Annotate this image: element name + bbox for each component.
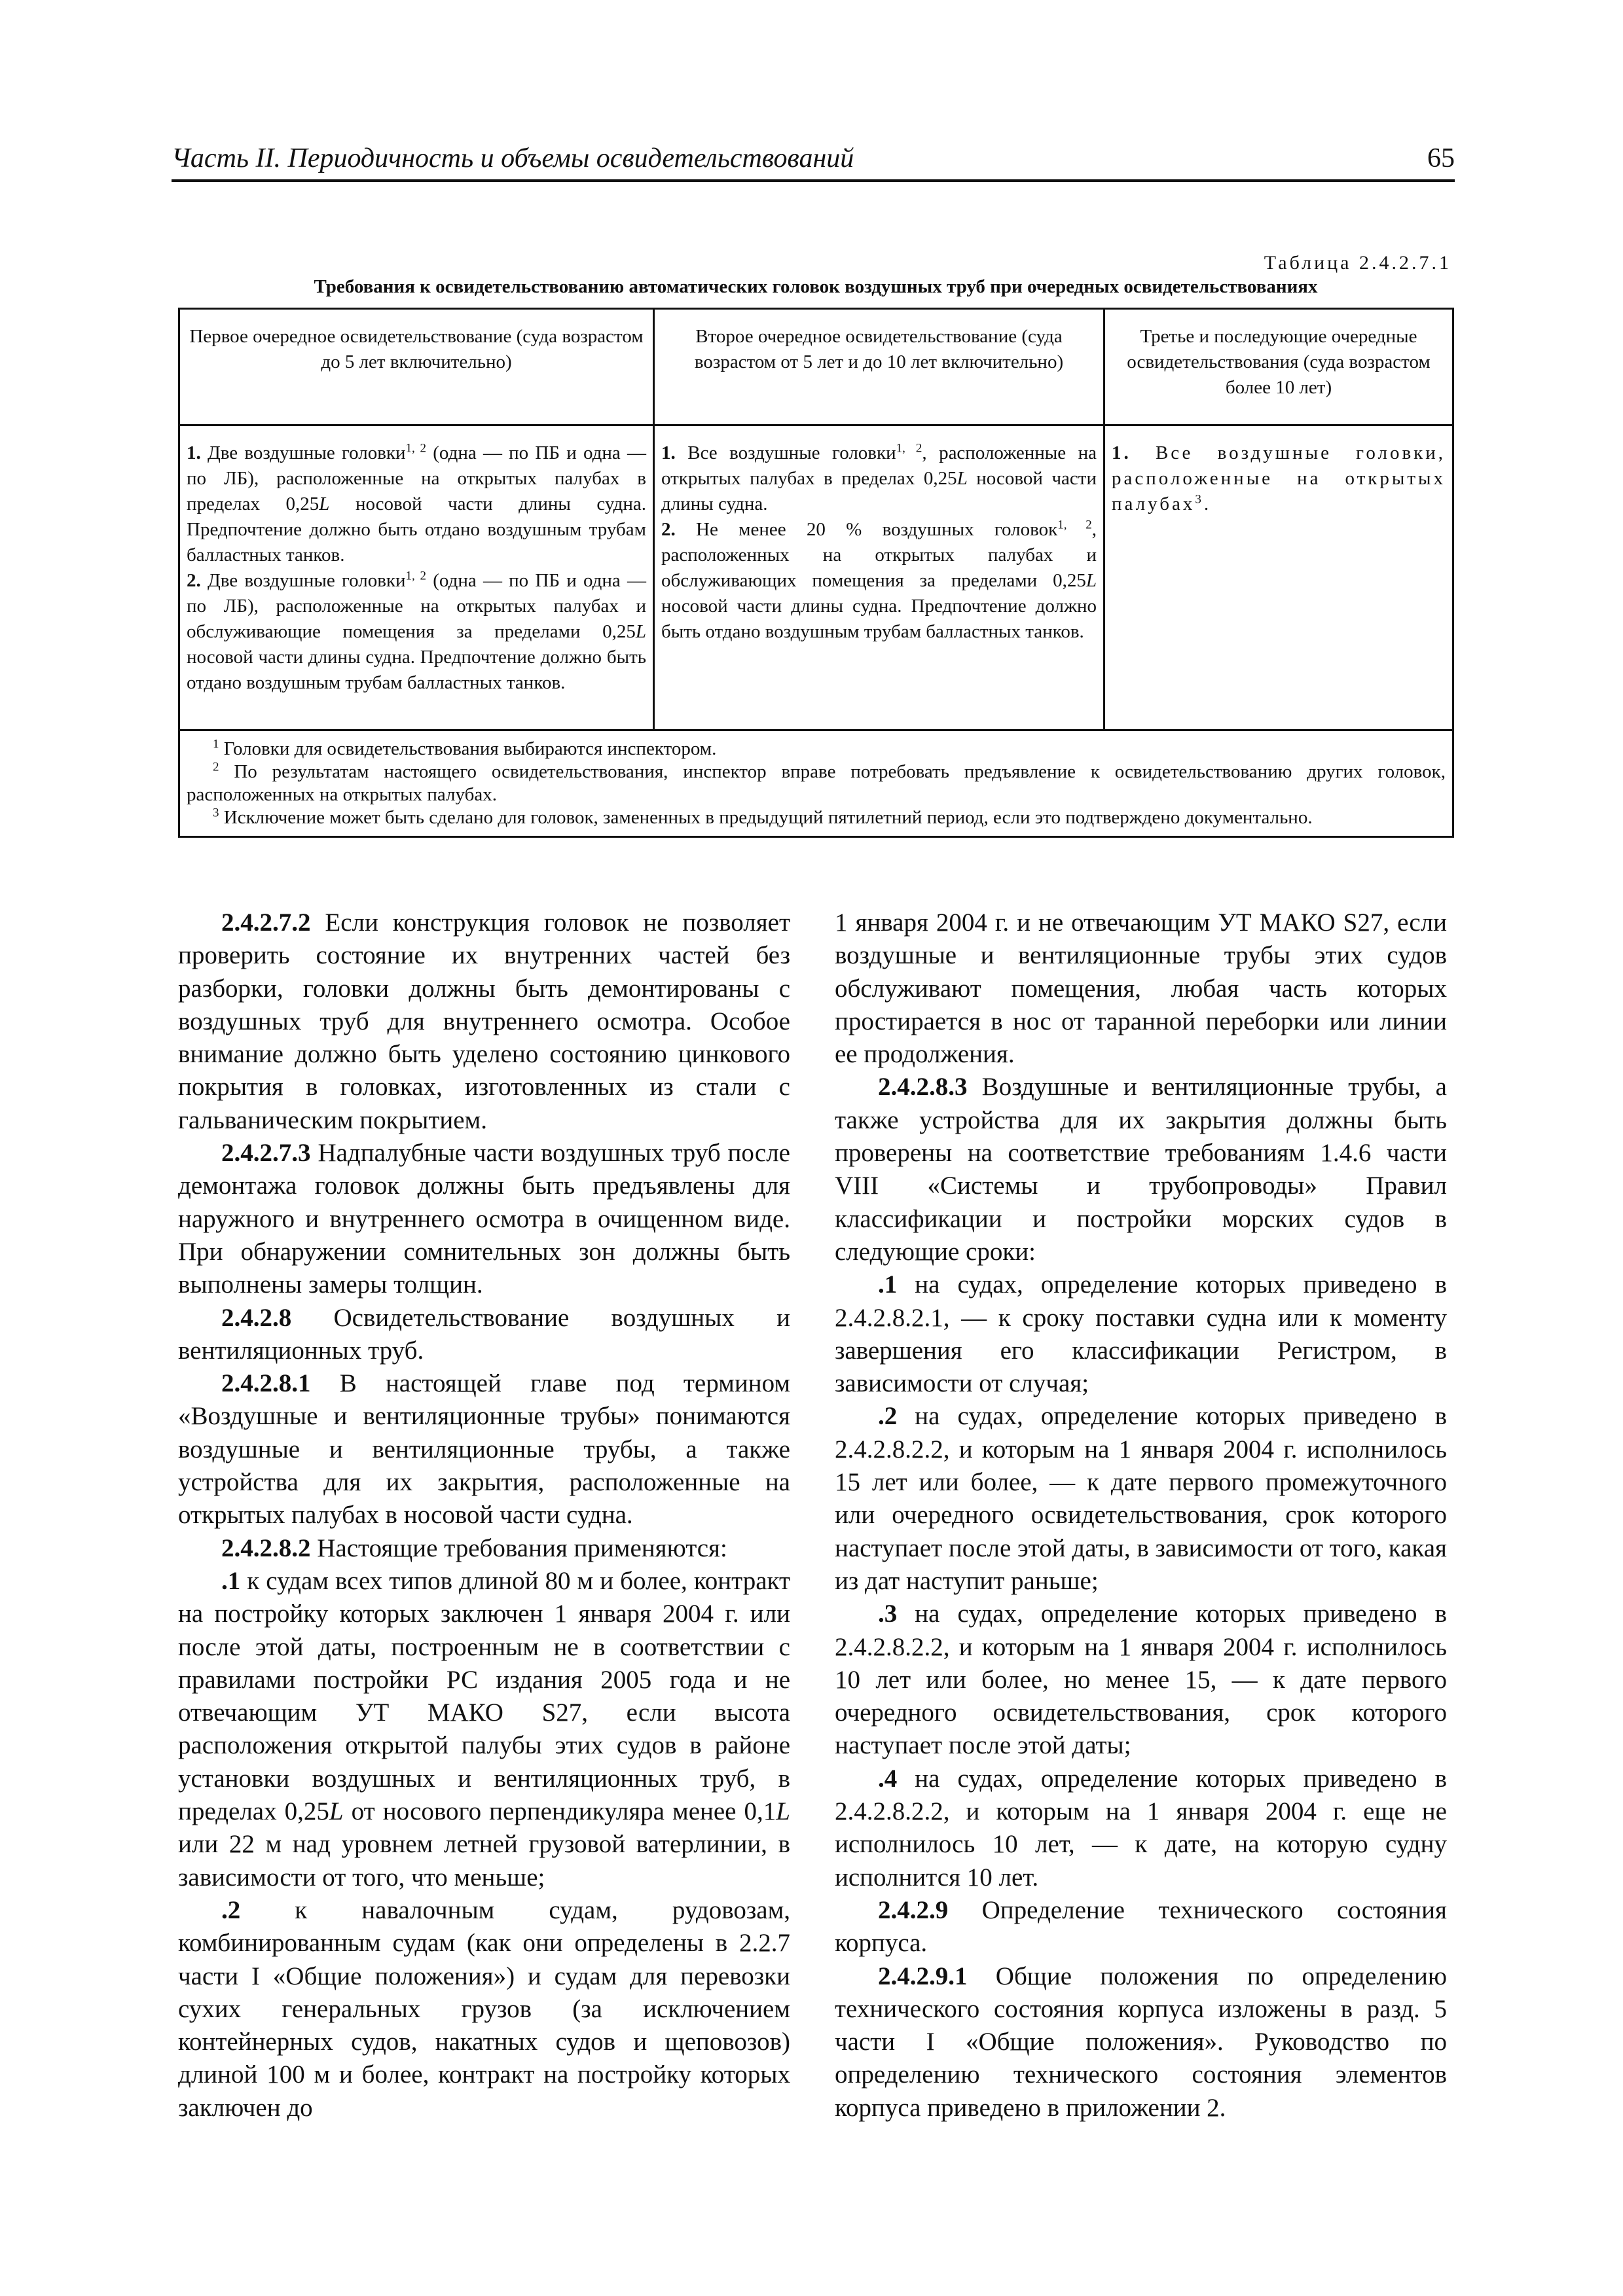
paragraph: .1 на судах, определение которых приведено в 2.4.2.8.2.1, — к сроку поставки судна или к моменту завершения его классификации Регистром, в зависимости от случая; — [835, 1270, 1447, 1398]
paragraph: 2.4.2.8.1 В настоящей главе под термином «Воздушные и вентиляционные трубы» понимаются воздушные и вентиляционные трубы, а также устройства для их закрытия, расположенные на открытых палубах в носовой части судна. — [178, 1369, 790, 1530]
table-footnotes — [180, 731, 1452, 836]
table-header-cell-first-survey: Первое очередное освидетельствование (суда возрастом до 5 лет включительно) — [180, 310, 655, 424]
paragraph: .2 на судах, определение которых приведено в 2.4.2.8.2.2, и которым на 1 января 2004 г. исполнилось 15 лет или более, — к дате первого промежуточного или очередного освидетельствования, срок которого наступает после этой даты, в зависимости от того, какая из дат наступит раньше; — [835, 1402, 1447, 1595]
paragraph: .3 на судах, определение которых приведено в 2.4.2.8.2.2, и которым на 1 января 2004 г. исполнилось 10 лет или более, но менее 15, — к дате первого очередного освидетельствования, срок которого наступает после этой даты; — [835, 1600, 1447, 1760]
footnote: $^1$ Головки для освидетельствования выбираются инспектором. — [213, 737, 717, 759]
running-header-title: Часть II. Периодичность и объемы освидетельствований — [172, 143, 854, 173]
table-header-cell-third-survey: Третье и последующие очередные освидетельствования (суда возрастом более 10 лет) — [1127, 326, 1431, 398]
paragraph: 2.4.2.9.1 Общие положения по определению технического состояния корпуса изложены в разд. 5 части I «Общие положения». Руководство по определению технического состояния элементов корпуса приведено в приложении 2. — [835, 1962, 1447, 2122]
paragraph: 2.4.2.8.3 Воздушные и вентиляционные трубы, а также устройства для их закрытия должны быть проверены на соответствие требованиям 1.4.6 части VIII «Системы и трубопроводы» Правил классификации и постройки морских судов в следующие сроки: — [835, 1073, 1447, 1266]
footnote: $^3$ Исключение может быть сделано для головок, замененных в предыдущий пятилетний период, если это подтверждено документально. — [213, 806, 1313, 828]
paragraph: 1 января 2004 г. и не отвечающим УТ МАКО S27, если воздушные и вентиляционные трубы этих судов обслуживают помещения, любая часть которых простирается в нос от таранной переборки или линии ее продолжения. — [835, 908, 1447, 1069]
paragraph: 2.4.2.7.2 Если конструкция головок не позволяет проверить состояние их внутренних частей без разборки, головки должны быть демонтированы с воздушных труб для внутреннего осмотра. Особое внимание должно быть уделено состоянию цинкового покрытия в головках, изготовленных из стали с гальваническим покрытием. — [178, 908, 790, 1134]
paragraph: 2.4.2.7.3 Надпалубные части воздушных труб после демонтажа головок должны быть предъявлены для наружного и внутреннего осмотра в очищенном виде. При обнаружении сомнительных зон должны быть выполнены замеры толщин. — [178, 1139, 790, 1299]
page-number: 65 — [1427, 143, 1455, 173]
table-item: 2. Две воздушные головки$^{1, 2}$ (одна — по ПБ и одна — по ЛБ), расположенные на открытых палубах и обслуживающие помещения за пределами 0,25L носовой части длины судна. Предпочтение должно быть отдано воздушным трубам балластных танков. — [187, 569, 646, 693]
table-title: Требования к освидетельствованию автоматических головок воздушных труб при очередных освидетельствованиях — [314, 276, 1318, 297]
left-text-column — [178, 906, 790, 2125]
table-cell-second-survey — [655, 426, 1105, 729]
table-body-row — [180, 426, 1452, 731]
table-header-cell-second-survey: Второе очередное освидетельствование (суда возрастом от 5 лет и до 10 лет включительно) — [655, 310, 1105, 424]
table-item: 1. Все воздушные головки, расположенные на открытых палубах$^3$. — [1112, 442, 1446, 514]
paragraph: .1 к судам всех типов длиной 80 м и более, контракт на постройку которых заключен 1 января 2004 г. или после этой даты, построенным не в соответствии с правилами постройки РС издания 2005 года и не отвечающим УТ МАКО S27, если высота расположения открытой палубы этих судов в районе установки воздушных и вентиляционных труб, в пределах 0,25L от носового перпендикуляра менее 0,1L или 22 м над уровнем летней грузовой ватерлинии, в зависимости от того, что меньше; — [178, 1566, 790, 1892]
requirements-table — [178, 308, 1454, 838]
table-item: 2. Не менее 20 % воздушных головок$^{1, 2}$, расположенных на открытых палубах и обслуживающих помещения за пределами 0,25L носовой части длины судна. Предпочтение должно быть отдано воздушным трубам балластных танков. — [661, 518, 1097, 642]
table-item: 1. Две воздушные головки$^{1, 2}$ (одна — по ПБ и одна — по ЛБ), расположенные на открытых палубах в пределах 0,25L носовой части длины судна. Предпочтение должно быть отдано воздушным трубам балластных танков. — [187, 441, 646, 565]
table-label: Таблица 2.4.2.7.1 — [1264, 252, 1451, 274]
table-header-row — [180, 310, 1452, 426]
table-cell-third-survey — [1105, 426, 1452, 729]
paragraph: .2 к навалочным судам, рудовозам, комбинированным судам (как они определены в 2.2.7 части I «Общие положения») и судам для перевозки сухих генеральных грузов (за исключением контейнерных судов, накатных судов и щеповозов) длиной 100 м и более, контракт на постройку которых заключен до — [178, 1895, 790, 2122]
right-text-column — [835, 906, 1447, 2125]
table-item: 1. Все воздушные головки$^{1, 2}$, расположенные на открытых палубах в пределах 0,25L носовой части длины судна. — [661, 441, 1097, 514]
table-cell-first-survey — [180, 426, 655, 729]
running-header — [172, 143, 1455, 182]
paragraph: 2.4.2.9 Определение технического состояния корпуса. — [835, 1895, 1447, 1958]
paragraph: .4 на судах, определение которых приведено в 2.4.2.8.2.2, и которым на 1 января 2004 г. еще не исполнилось 10 лет, — к дате, на которую судну исполнится 10 лет. — [835, 1764, 1447, 1892]
footnote: $^2$ По результатам настоящего освидетельствования, инспектор вправе потребовать предъявление к освидетельствованию других головок, расположенных на открытых палубах. — [187, 760, 1446, 805]
paragraph: 2.4.2.8 Освидетельствование воздушных и вентиляционных труб. — [178, 1303, 790, 1365]
paragraph: 2.4.2.8.2 Настоящие требования применяются: — [221, 1534, 727, 1562]
